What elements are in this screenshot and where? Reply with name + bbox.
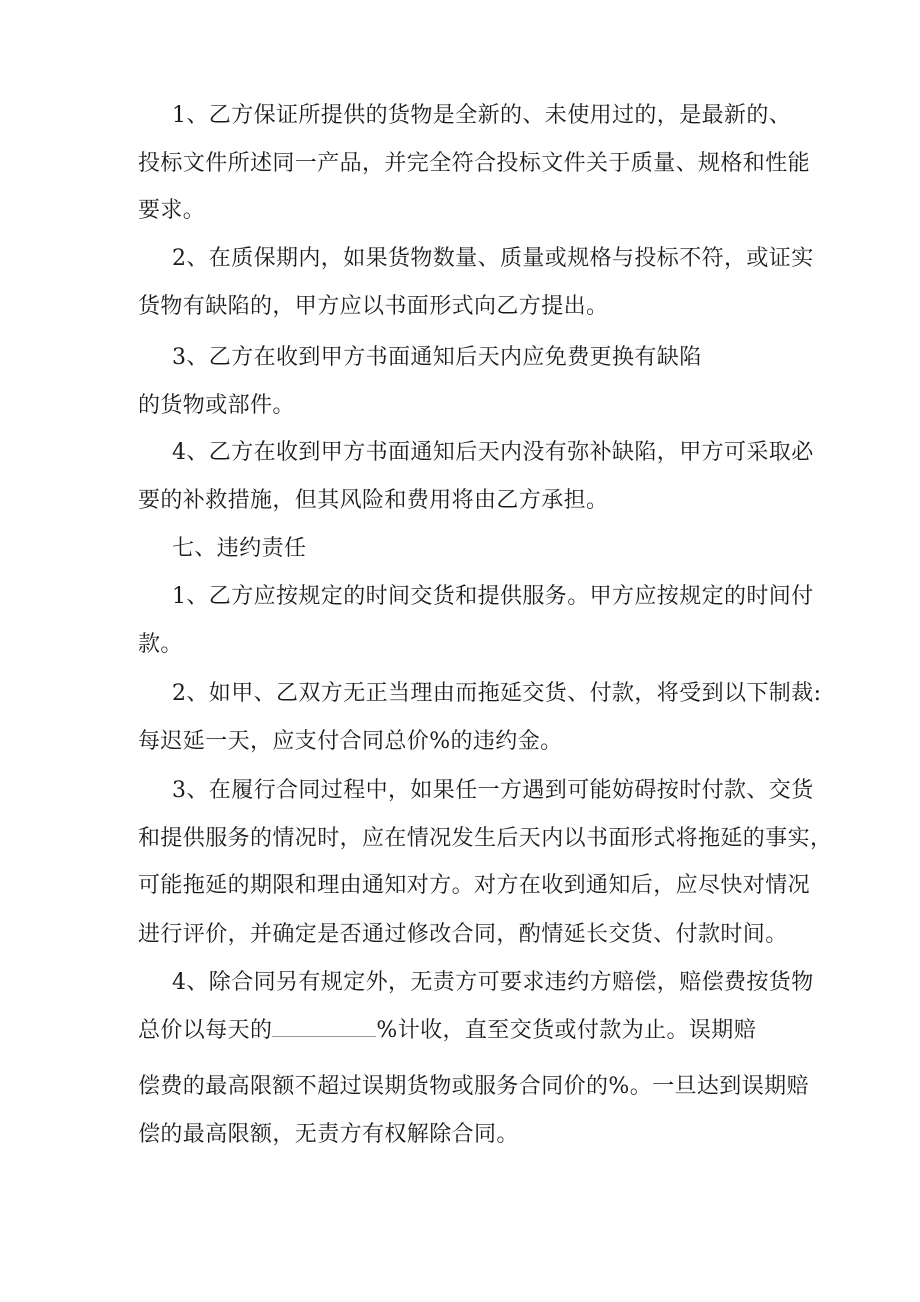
paragraph-line: 可能拖延的期限和理由通知对方。对方在收到通知后，应尽快对情况	[138, 873, 811, 898]
paragraph-line: 要的补救措施，但其风险和费用将由乙方承担。	[138, 488, 609, 513]
paragraph-line: 4、乙方在收到甲方书面通知后天内没有弥补缺陷，甲方可采取必	[172, 440, 814, 465]
line-text-before-blank: 总价以每天的	[138, 1018, 273, 1043]
paragraph-line: 1、乙方保证所提供的货物是全新的、未使用过的，是最新的、	[172, 103, 792, 128]
paragraph-line: 和提供服务的情况时，应在情况发生后天内以书面形式将拖延的事实，	[138, 826, 833, 851]
paragraph-line: 3、乙方在收到甲方书面通知后天内应免费更换有缺陷	[172, 345, 702, 370]
paragraph-line: 投标文件所述同一产品，并完全符合投标文件关于质量、规格和性能	[138, 151, 811, 176]
line-text-after-blank: %计收，直至交货或付款为止。误期赔	[376, 1018, 757, 1043]
paragraph-line: 偿的最高限额，无责方有权解除合同。	[138, 1122, 519, 1147]
paragraph-line: 进行评价，并确定是否通过修改合同，酌情延长交货、付款时间。	[138, 922, 788, 947]
paragraph-line: 2、在质保期内，如果货物数量、质量或规格与投标不符，或证实	[172, 246, 814, 271]
paragraph-line: 每迟延一天，应支付合同总价%的违约金。	[138, 729, 563, 754]
paragraph-line: 3、在履行合同过程中，如果任一方遇到可能妨碍按时付款、交货	[172, 778, 814, 803]
fill-in-blank	[272, 1016, 376, 1037]
paragraph-line: 款。	[138, 632, 183, 657]
paragraph-line: 的货物或部件。	[138, 393, 295, 418]
paragraph-line	[138, 1016, 756, 1046]
paragraph-line: 要求。	[138, 198, 206, 223]
paragraph-line: 4、除合同另有规定外，无责方可要求违约方赔偿，赔偿费按货物	[172, 970, 814, 995]
paragraph-line: 偿费的最高限额不超过误期货物或服务合同价的%。一旦达到误期赔	[138, 1074, 809, 1099]
paragraph-line: 1、乙方应按规定的时间交货和提供服务。甲方应按规定的时间付	[172, 584, 814, 609]
paragraph-line: 2、如甲、乙双方无正当理由而拖延交货、付款，将受到以下制裁:	[172, 681, 822, 706]
section-heading: 七、违约责任	[172, 536, 307, 561]
paragraph-line: 货物有缺陷的，甲方应以书面形式向乙方提出。	[138, 294, 609, 319]
